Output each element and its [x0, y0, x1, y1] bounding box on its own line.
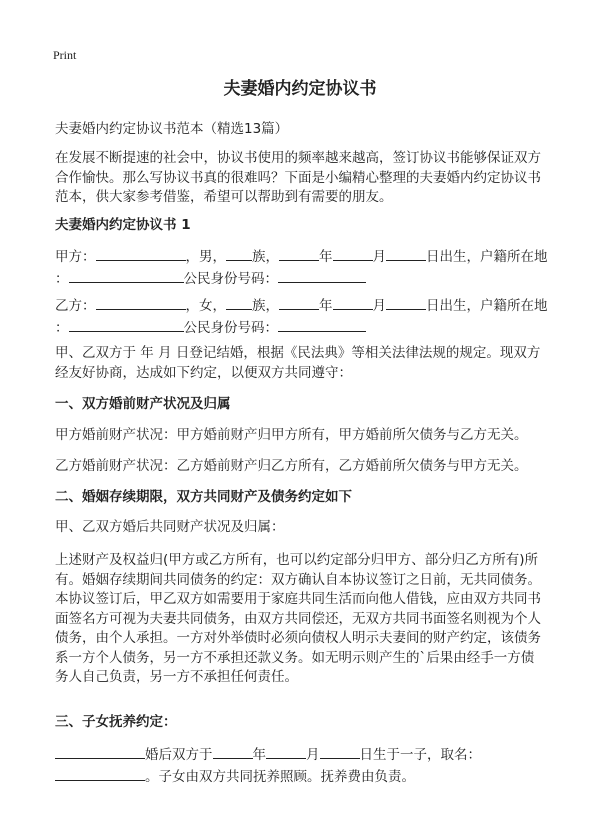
- text-line: 合作愉快。那么写协议书真的很难吗？下面是小编精心整理的夫妻婚内约定协议书: [55, 169, 541, 186]
- party-b-fields: [55, 295, 555, 338]
- text-line: 范本，供大家参考借鉴，希望可以帮助到有需要的朋友。: [55, 189, 393, 205]
- label: 公民身份号码：: [183, 319, 278, 336]
- paragraph: 乙方婚前财产状况：乙方婚前财产归乙方所有，乙方婚前所欠债务与甲方无关。: [55, 458, 528, 474]
- blank: [55, 744, 145, 759]
- intro-paragraph: [55, 149, 555, 208]
- label: ，男，: [185, 249, 226, 265]
- label: 月: [306, 747, 320, 763]
- text-line: 本协议签订后，甲乙双方如需要用于家庭共同生活而向他人借钱，应由双方共同书: [55, 591, 541, 607]
- name-blank: [96, 295, 186, 310]
- month-blank: [333, 246, 373, 261]
- text-line: 有。婚姻存续期间共同债务的约定：双方确认自本协议签订之日前，无共同债务。: [55, 571, 541, 588]
- day-blank: [320, 744, 360, 759]
- month-blank: [333, 295, 373, 310]
- heading-3: 三、子女抚养约定：: [55, 714, 177, 730]
- year-blank: [279, 295, 319, 310]
- year-blank: [213, 744, 253, 759]
- label: 日生于一子，取名：: [359, 747, 481, 763]
- section-heading: 夫妻婚内约定协议书 1: [55, 217, 191, 233]
- label: 年: [319, 298, 333, 314]
- label: 年: [252, 747, 266, 763]
- text-line: 面签名方可视为夫妻共同债务，由双方共同偿还，无双方共同书面签名则视为个人: [55, 610, 541, 627]
- text-line: 系一方个人债务，另一方不承担还款义务。如无明示则产生的`后果由经手一方债: [55, 649, 535, 666]
- label: 婚后双方于: [145, 747, 213, 763]
- paragraph: 甲方婚前财产状况：甲方婚前财产归甲方所有，甲方婚前所欠债务与乙方无关。: [55, 427, 528, 443]
- label: ，女，: [185, 298, 226, 314]
- month-blank: [266, 744, 306, 759]
- print-link[interactable]: Print: [53, 48, 77, 62]
- text-line: 经友好协商，达成如下约定，以便双方共同遵守：: [55, 364, 352, 381]
- address-blank: [69, 268, 184, 283]
- label: ：: [55, 270, 69, 287]
- text-line: 务人自己负责，另一方不承担任何责任。: [55, 669, 298, 685]
- text-line: 债务，由个人承担。一方对外举债时必须向债权人明示夫妻间的财产约定，该债务: [55, 630, 541, 646]
- label: 族，: [252, 298, 279, 314]
- text-line: 甲、乙双方于 年 月 日登记结婚，根据《民法典》等相关法律法规的规定。现双方: [55, 345, 541, 361]
- id-blank: [278, 317, 366, 332]
- label: ：: [55, 319, 69, 336]
- label: 族，: [252, 249, 279, 265]
- heading-2: 二、婚姻存续期限，双方共同财产及债务约定如下: [55, 489, 352, 505]
- id-blank: [278, 268, 366, 283]
- label: 。子女由双方共同抚养照顾。抚养费由负责。: [145, 768, 415, 785]
- heading-1: 一、双方婚前财产状况及归属: [55, 396, 231, 412]
- label: 日出生，户籍所在地: [426, 249, 548, 265]
- address-blank: [69, 317, 184, 332]
- paragraph: 甲、乙双方婚后共同财产状况及归属：: [55, 519, 285, 535]
- party-a-fields: [55, 246, 555, 289]
- debt-paragraph: [55, 551, 555, 688]
- ethnic-blank: [226, 246, 252, 261]
- ethnic-blank: [226, 295, 252, 310]
- child-name-blank: [55, 766, 145, 781]
- text-line: 上述财产及权益归(甲方或乙方所有，也可以约定部分归甲方、部分归乙方所有)所: [55, 552, 539, 568]
- label: 年: [319, 249, 333, 265]
- preamble-paragraph: [55, 344, 555, 383]
- subtitle: 夫妻婚内约定协议书范本（精选13篇）: [55, 121, 289, 137]
- name-blank: [96, 246, 186, 261]
- page-title: 夫妻婚内约定协议书: [223, 79, 377, 99]
- label: 公民身份号码：: [183, 270, 278, 287]
- label: 月: [372, 249, 386, 265]
- label: 甲方：: [55, 249, 96, 265]
- label: 日出生，户籍所在地: [426, 298, 548, 314]
- day-blank: [386, 295, 426, 310]
- label: 乙方：: [55, 298, 96, 314]
- label: 月: [372, 298, 386, 314]
- child-fields: [55, 744, 555, 787]
- year-blank: [279, 246, 319, 261]
- text-line: 在发展不断提速的社会中，协议书使用的频率越来越高，签订协议书能够保证双方: [55, 150, 541, 166]
- day-blank: [386, 246, 426, 261]
